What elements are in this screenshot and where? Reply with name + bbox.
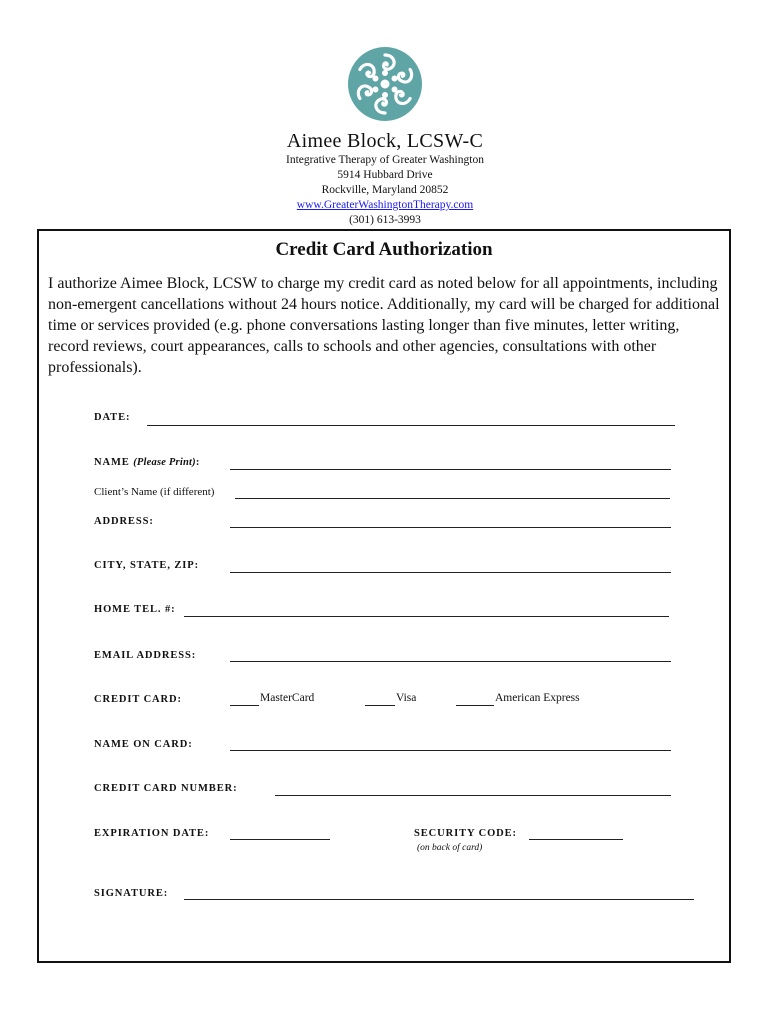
name-on-card-label: NAME ON CARD: [94, 739, 193, 750]
visa-checkbox[interactable] [365, 705, 395, 706]
security-code-field[interactable] [529, 839, 623, 840]
name-on-card-field[interactable] [230, 750, 671, 751]
spiral-flower-logo [347, 46, 423, 122]
name-field[interactable] [230, 469, 671, 470]
street-address: 5914 Hubbard Drive [337, 169, 433, 181]
mastercard-option: MasterCard [260, 692, 315, 704]
authorization-statement: I authorize Aimee Block, LCSW to charge my credit card as noted below for all appointments, including non-emergent cancellations without 24 hours notice. Additionally, my card will be charged for additional time or services provided (e.g. phone conversations lasting longer than five minutes, letter writing, record reviews, court appearances, calls to schools and other agencies, consultations with other professionals). [48, 275, 720, 376]
date-label: DATE: [94, 412, 131, 423]
signature-label: SIGNATURE: [94, 888, 169, 899]
email-address-field[interactable] [230, 661, 671, 662]
home-tel-field[interactable] [184, 616, 669, 617]
mastercard-checkbox[interactable] [230, 705, 259, 706]
date-field[interactable] [147, 425, 675, 426]
email-address-label: EMAIL ADDRESS: [94, 650, 197, 661]
name-label [94, 457, 200, 468]
authorization-form [37, 229, 731, 963]
city-address: Rockville, Maryland 20852 [321, 184, 449, 196]
name-colon: : [195, 457, 201, 468]
client-name-label: Client’s Name (if different) [94, 486, 215, 498]
client-name-field[interactable] [235, 498, 670, 499]
security-code-label: SECURITY CODE: [414, 828, 517, 839]
expiration-date-field[interactable] [230, 839, 330, 840]
city-state-zip-label: CITY, STATE, ZIP: [94, 560, 199, 571]
city-state-zip-field[interactable] [230, 572, 671, 573]
american-express-option: American Express [495, 692, 580, 704]
address-field[interactable] [230, 527, 671, 528]
expiration-date-label: EXPIRATION DATE: [94, 828, 210, 839]
name-hint: (Please Print) [133, 457, 196, 468]
signature-field[interactable] [184, 899, 694, 900]
home-tel-label: HOME TEL. #: [94, 604, 176, 615]
practitioner-name: Aimee Block, LCSW-C [286, 130, 484, 152]
card-number-field[interactable] [275, 795, 671, 796]
name-label-text: NAME [94, 457, 130, 468]
american-express-checkbox[interactable] [456, 705, 494, 706]
phone-number: (301) 613-3993 [349, 214, 421, 226]
visa-option: Visa [396, 692, 417, 704]
card-number-label: CREDIT CARD NUMBER: [94, 783, 238, 794]
address-label: ADDRESS: [94, 516, 154, 527]
security-code-note: (on back of card) [417, 843, 483, 853]
website-link[interactable]: www.GreaterWashingtonTherapy.com [296, 199, 474, 211]
organization-name: Integrative Therapy of Greater Washington [286, 154, 484, 166]
form-title: Credit Card Authorization [275, 239, 493, 260]
credit-card-label: CREDIT CARD: [94, 694, 182, 705]
